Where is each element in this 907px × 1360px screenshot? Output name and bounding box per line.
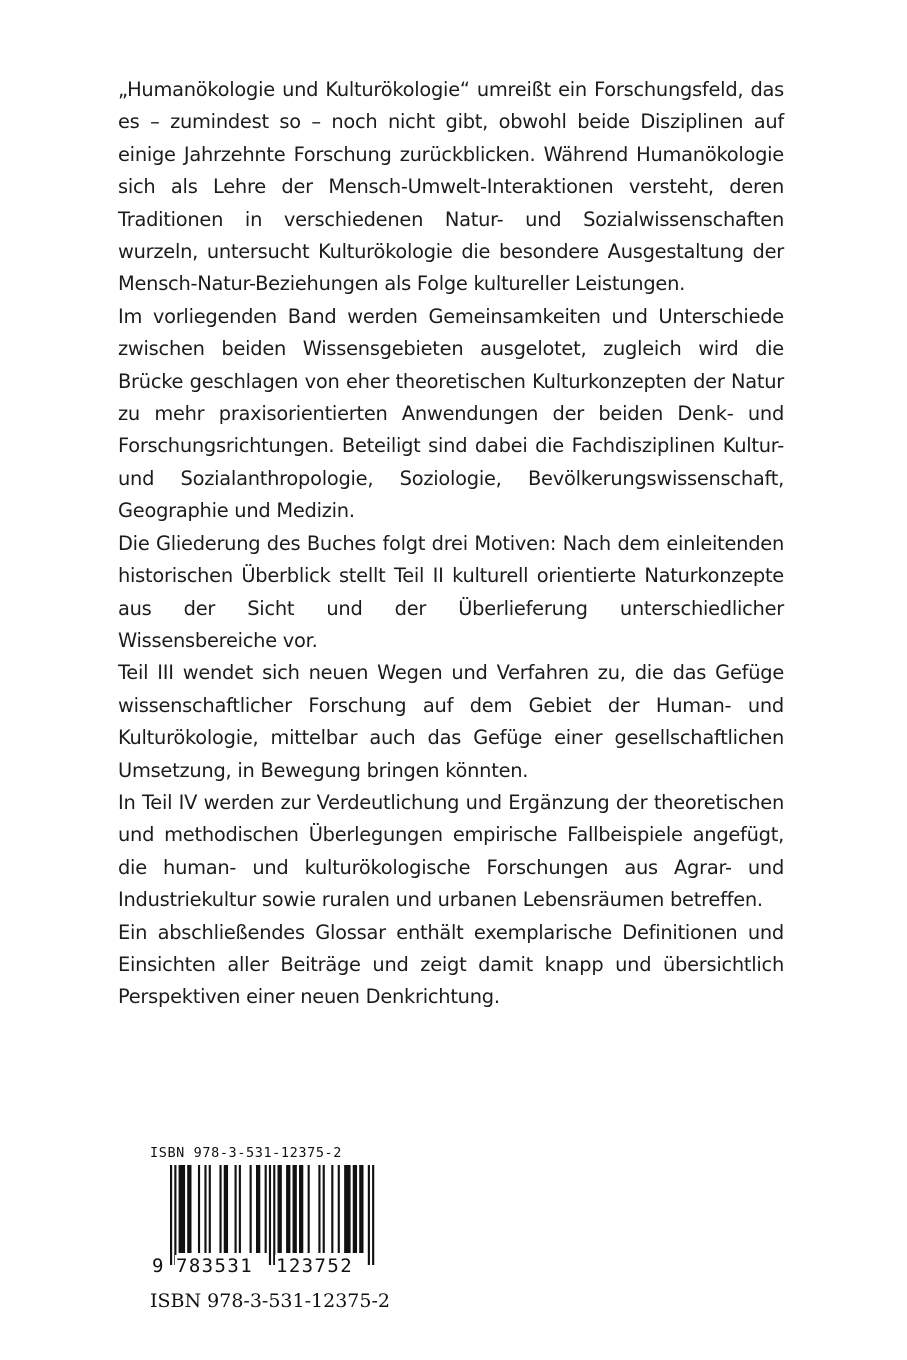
barcode-bar	[265, 1165, 267, 1253]
barcode-bar	[331, 1165, 333, 1253]
barcode-bar	[235, 1165, 237, 1253]
barcode-bar	[250, 1165, 252, 1253]
blurb-paragraph: Im vorliegenden Band werden Gemeinsamkeiten und Unterschiede zwischen beiden Wissensgebieten ausgelotet, zugleich wird die Brücke geschlagen von eher theoretischen Kulturkonzepten der Natur zu mehr praxisorientierten Anwendungen der beiden Denk- und Forschungsrichtungen. Beteiligt sind dabei die Fachdisziplinen Kultur- und Sozialanthropologie, Soziologie, Bevölkerungswissenschaft, Geographie und Medizin.	[118, 304, 784, 523]
barcode-bar	[338, 1165, 340, 1253]
barcode-bar	[353, 1165, 357, 1253]
barcode-bar	[204, 1165, 206, 1253]
barcode-guard-bar	[174, 1165, 176, 1265]
barcode-bar	[359, 1165, 363, 1253]
barcode-bar	[286, 1165, 290, 1253]
barcode-bar	[318, 1165, 320, 1253]
barcode-bar	[299, 1165, 303, 1253]
isbn-label-top: ISBN 978-3-531-12375-2	[150, 1145, 343, 1161]
barcode-guard-bar	[269, 1165, 271, 1265]
barcode-first-digit: 9	[152, 1255, 164, 1277]
barcode-bar	[198, 1165, 200, 1253]
blurb-paragraph: Ein abschließendes Glossar enthält exemplarische Definitionen und Einsichten aller Beiträge und zeigt damit knapp und übersichtlich Perspektiven einer neuen Denkrichtung.	[118, 920, 784, 1009]
barcode-guard-bar	[372, 1165, 374, 1265]
barcode-bar	[323, 1165, 325, 1253]
blurb-paragraph: „Humanökologie und Kulturökologie“ umreißt ein Forschungsfeld, das es – zumindest so – noch nicht gibt, obwohl beide Disziplinen auf einige Jahrzehnte Forschung zurückblicken. Während Humanökologie sich als Lehre der Mensch-Umwelt-Interaktionen versteht, deren Traditionen in verschiedenen Natur- und Sozialwissenschaften wurzeln, untersucht Kulturökologie die besondere Ausgestaltung der Mensch-Natur-Beziehungen als Folge kultureller Leistungen.	[118, 78, 784, 296]
barcode-bar	[293, 1165, 297, 1253]
isbn-label-bottom: ISBN 978-3-531-12375-2	[150, 1290, 390, 1312]
barcode-guard-bar	[170, 1165, 172, 1265]
ean13-barcode	[150, 1165, 380, 1265]
barcode-bar	[344, 1165, 350, 1253]
barcode-bar	[179, 1165, 185, 1253]
barcode-bar	[187, 1165, 191, 1253]
blurb-text	[118, 74, 784, 1014]
barcode-bar	[308, 1165, 310, 1253]
barcode-bar	[278, 1165, 282, 1253]
blurb-paragraph: Teil III wendet sich neuen Wegen und Verfahren zu, die das Gefüge wissenschaftlicher Forschung auf dem Gebiet der Human- und Kulturökologie, mittelbar auch das Gefüge einer gesellschaftlichen Umsetzung, in Bewegung bringen könnten.	[118, 661, 784, 782]
barcode-guard-bar	[273, 1165, 275, 1265]
blurb-paragraph: In Teil IV werden zur Verdeutlichung und Ergänzung der theoretischen und methodischen Überlegungen empirische Fallbeispiele angefügt, die human- und kulturökologische Forschungen aus Agrar- und Industriekultur sowie ruralen und urbanen Lebensräumen betreffen.	[118, 790, 784, 912]
barcode-bar	[239, 1165, 241, 1253]
barcode-bar	[256, 1165, 260, 1253]
barcode-guard-bar	[368, 1165, 370, 1265]
barcode-bar	[224, 1165, 228, 1253]
barcode-bar	[219, 1165, 221, 1253]
barcode-digits	[150, 1255, 380, 1279]
barcode-left-digits: 783531	[176, 1255, 254, 1277]
blurb-paragraph: Die Gliederung des Buches folgt drei Motiven: Nach dem einleitenden historischen Überblick stellt Teil II kulturell orientierte Naturkonzepte aus der Sicht und der Überlieferung unterschiedlicher Wissensbereiche vor.	[118, 531, 784, 652]
barcode-right-digits: 123752	[276, 1255, 354, 1277]
barcode-bar	[209, 1165, 211, 1253]
